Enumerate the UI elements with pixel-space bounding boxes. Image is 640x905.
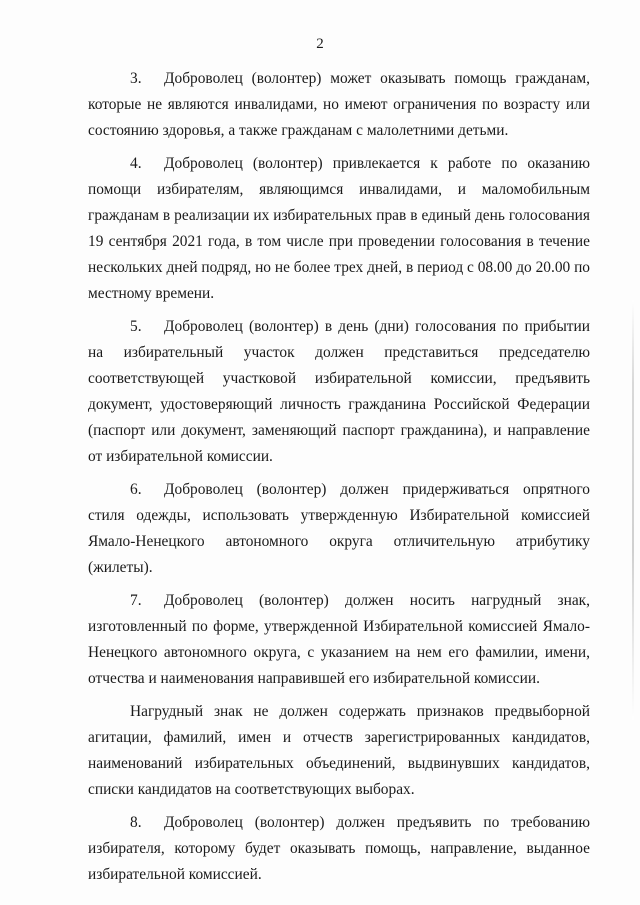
paragraph-number: 6. — [130, 481, 142, 498]
document-body — [88, 66, 590, 895]
paragraph-3 — [88, 66, 590, 144]
paragraph-6 — [88, 477, 590, 581]
paragraph-text: Доброволец (волонтер) должен носить нагрудный знак, изготовленный по форме, утвержденной Избирательной комиссией Ямало-Ненецкого автономного округа, с указанием на нем его фамилии, имени, отчества и наименования направившей его избирательной комиссии. — [88, 592, 590, 687]
paragraph-number: 3. — [130, 70, 142, 87]
paragraph-badge-note — [88, 699, 590, 803]
paragraph-number: 8. — [130, 814, 142, 831]
paragraph-4 — [88, 151, 590, 307]
scan-edge-line — [632, 300, 634, 720]
paragraph-7 — [88, 588, 590, 692]
paragraph-text: Доброволец (волонтер) в день (дни) голосования по прибытии на избирательный участок должен представиться председателю соответствующей участковой избирательной комиссии, предъявить документ, удостоверяющий личность гражданина Российской Федерации (паспорт или документ, заменяющий паспорт гражданина), и направление от избирательной комиссии. — [88, 318, 590, 465]
paragraph-text: Нагрудный знак не должен содержать признаков предвыборной агитации, фамилий, имен и отчеств зарегистрированных кандидатов, наименований избирательных объединений, выдвинувших кандидатов, списки кандидатов на соответствующих выборах. — [88, 703, 590, 798]
paragraph-5 — [88, 314, 590, 470]
paragraph-number: 7. — [130, 592, 142, 609]
paragraph-number: 4. — [130, 155, 142, 172]
paragraph-text: Доброволец (волонтер) привлекается к работе по оказанию помощи избирателям, являющимся инвалидами, и маломобильным гражданам в реализации их избирательных прав в единый день голосования 19 сентября 2021 года, в том числе при проведении голосования в течение нескольких дней подряд, но не более трех дней, в период с 08.00 до 20.00 по местному времени. — [88, 155, 590, 302]
paragraph-8 — [88, 810, 590, 888]
paragraph-text: Доброволец (волонтер) должен придерживаться опрятного стиля одежды, использовать утвержденную Избирательной комиссией Ямало-Ненецкого автономного округа отличительную атрибутику (жилеты). — [88, 481, 590, 576]
paragraph-number: 5. — [130, 318, 142, 335]
paragraph-text: Доброволец (волонтер) должен предъявить по требованию избирателя, которому будет оказывать помощь, направление, выданное избирательной комиссией. — [88, 814, 590, 883]
page-number: 2 — [316, 36, 324, 52]
paragraph-text: Доброволец (волонтер) может оказывать помощь гражданам, которые не являются инвалидами, но имеют ограничения по возрасту или состоянию здоровья, а также гражданам с малолетними детьми. — [88, 70, 590, 139]
